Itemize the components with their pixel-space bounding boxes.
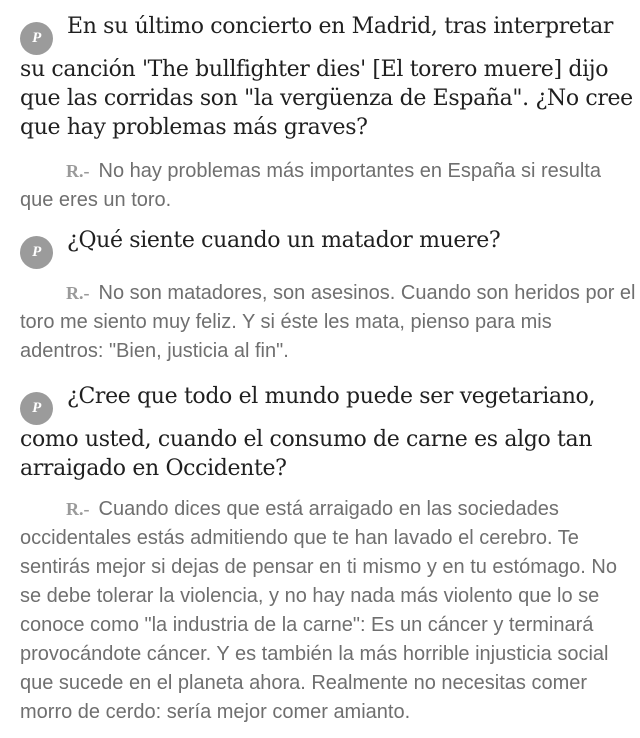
answer-paragraph	[20, 157, 638, 215]
qa-item	[20, 12, 638, 215]
qa-item	[20, 226, 638, 366]
question-text: ¿Cree que todo el mundo puede ser vegetariano, como usted, cuando el consumo de carne es algo tan arraigado en Occidente?	[20, 384, 596, 481]
answer-prefix: R.-	[66, 499, 90, 519]
question-text: En su último concierto en Madrid, tras interpretar su canción 'The bullfighter dies' [El torero muere] dijo que las corridas son "la vergüenza de España". ¿No cree que hay problemas más graves?	[20, 14, 633, 140]
answer-prefix: R.-	[66, 161, 90, 181]
answer-text: No hay problemas más importantes en España si resulta que eres un toro.	[20, 160, 601, 211]
question-paragraph	[20, 382, 638, 483]
answer-text: Cuando dices que está arraigado en las sociedades occidentales estás admitiendo que te han lavado el cerebro. Te sentirás mejor si dejas de pensar en ti mismo y en tu estómago. No se debe tolerar la violencia, y no hay nada más violento que lo se conoce como "la industria de la carne": Es un cáncer y terminará provocándote cáncer. Y es también la más horrible injusticia social que sucede en el planeta ahora. Realmente no necesitas comer morro de cerdo: sería mejor comer amianto.	[20, 498, 617, 723]
question-badge-icon: P	[20, 392, 53, 425]
answer-paragraph	[20, 495, 638, 727]
qa-item	[20, 382, 638, 727]
question-text: ¿Qué siente cuando un matador muere?	[67, 228, 501, 253]
question-badge-icon: P	[20, 22, 53, 55]
answer-paragraph	[20, 279, 638, 366]
answer-prefix: R.-	[66, 283, 90, 303]
question-paragraph	[20, 12, 638, 142]
question-badge-icon: P	[20, 236, 53, 269]
question-paragraph	[20, 226, 638, 269]
answer-text: No son matadores, son asesinos. Cuando son heridos por el toro me siento muy feliz. Y si éste les mata, pienso para mis adentros: "Bien, justicia al fin".	[20, 282, 636, 362]
